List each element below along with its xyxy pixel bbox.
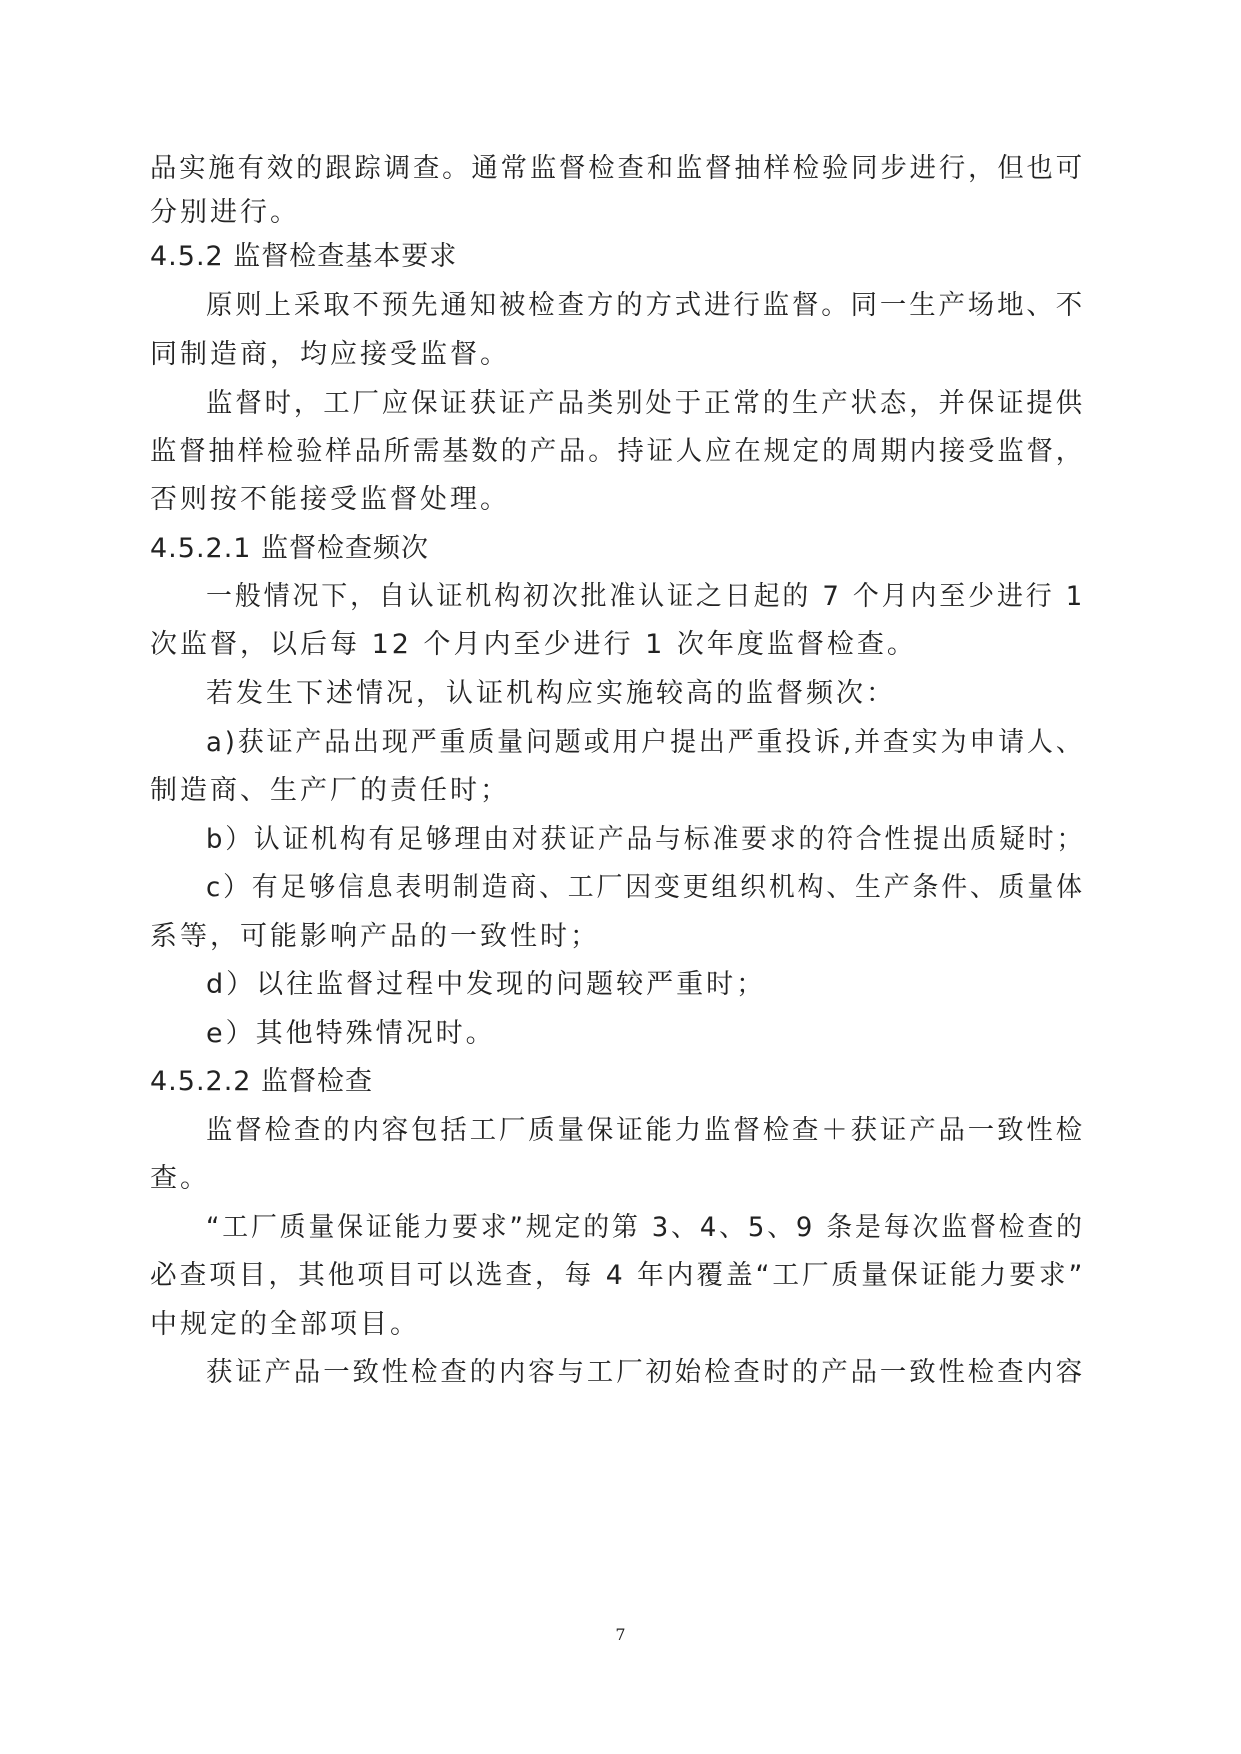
text-line: 分别进行。 bbox=[150, 197, 300, 228]
text-line: 一般情况下，自认证机构初次批准认证之日起的 7 个月内至少进行 1 bbox=[206, 581, 1086, 612]
text-line: 次监督，以后每 12 个月内至少进行 1 次年度监督检查。 bbox=[150, 629, 917, 660]
section-heading: 4.5.2 监督检查基本要求 bbox=[150, 241, 458, 272]
text-line: “工厂质量保证能力要求”规定的第 3、4、5、9 条是每次监督检查的 bbox=[206, 1212, 1085, 1243]
list-item: a)获证产品出现严重质量问题或用户提出严重投诉,并查实为申请人、 bbox=[206, 727, 1085, 758]
text-line: 监督抽样检验样品所需基数的产品。持证人应在规定的周期内接受监督， bbox=[150, 436, 1085, 467]
section-heading: 4.5.2.2 监督检查 bbox=[150, 1066, 374, 1097]
list-item: d）以往监督过程中发现的问题较严重时； bbox=[206, 969, 767, 1000]
text-line: 系等，可能影响产品的一致性时； bbox=[150, 921, 600, 952]
text-line: 否则按不能接受监督处理。 bbox=[150, 484, 510, 515]
list-item: b）认证机构有足够理由对获证产品与标准要求的符合性提出质疑时； bbox=[206, 824, 1086, 855]
text-line: 制造商、生产厂的责任时； bbox=[150, 775, 510, 806]
text-line: 监督检查的内容包括工厂质量保证能力监督检查＋获证产品一致性检 bbox=[206, 1115, 1085, 1146]
text-line: 查。 bbox=[150, 1163, 210, 1194]
list-item: e）其他特殊情况时。 bbox=[206, 1018, 496, 1049]
text-line: 必查项目，其他项目可以选查，每 4 年内覆盖“工厂质量保证能力要求” bbox=[150, 1260, 1086, 1291]
text-line: 获证产品一致性检查的内容与工厂初始检查时的产品一致性检查内容 bbox=[206, 1357, 1085, 1388]
list-item: c）有足够信息表明制造商、工厂因变更组织机构、生产条件、质量体 bbox=[206, 872, 1085, 903]
section-heading: 4.5.2.1 监督检查频次 bbox=[150, 533, 430, 564]
text-line: 同制造商，均应接受监督。 bbox=[150, 339, 510, 370]
text-line: 中规定的全部项目。 bbox=[150, 1309, 420, 1340]
text-line: 品实施有效的跟踪调查。通常监督检查和监督抽样检验同步进行，但也可 bbox=[150, 153, 1085, 184]
page-number: 7 bbox=[615, 1625, 626, 1644]
text-line: 监督时，工厂应保证获证产品类别处于正常的生产状态，并保证提供 bbox=[206, 388, 1085, 419]
text-line: 若发生下述情况，认证机构应实施较高的监督频次： bbox=[206, 678, 896, 709]
text-line: 原则上采取不预先通知被检查方的方式进行监督。同一生产场地、不 bbox=[206, 290, 1085, 321]
